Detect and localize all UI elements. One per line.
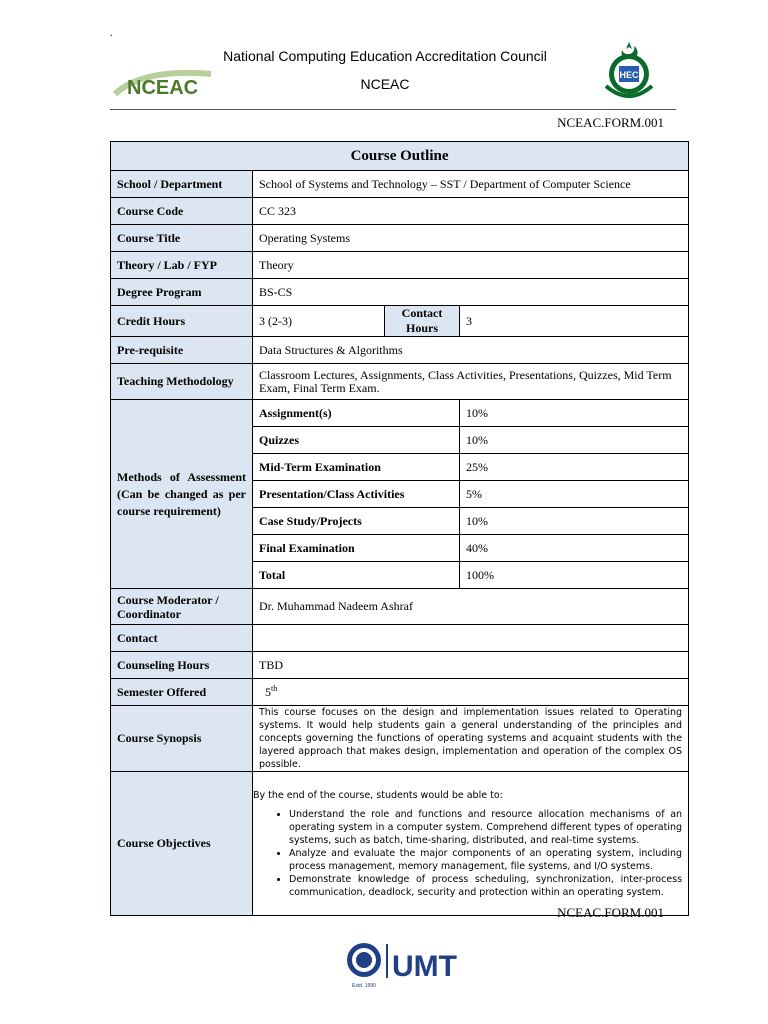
assessment-item-weight: 5% [460, 481, 689, 508]
assessment-item-name: Mid-Term Examination [253, 454, 460, 481]
prerequisite-value: Data Structures & Algorithms [253, 337, 689, 364]
assessment-item-name: Quizzes [253, 427, 460, 454]
school-department-value: School of Systems and Technology – SST / Department of Computer Science [253, 171, 689, 198]
assessment-item-weight: 25% [460, 454, 689, 481]
semester-offered-suffix: th [271, 684, 278, 693]
objectives-list [259, 808, 682, 899]
row-label: School / Department [111, 171, 253, 198]
course-objectives-cell [253, 772, 689, 916]
counseling-hours-value: TBD [253, 652, 689, 679]
header-rule [110, 109, 676, 110]
degree-program-value: BS-CS [253, 279, 689, 306]
form-number-top: NCEAC.FORM.001 [557, 115, 664, 130]
row-label: Theory / Lab / FYP [111, 252, 253, 279]
semester-offered-value: 5 [265, 685, 271, 699]
nceac-logo-text: NCEAC [127, 77, 199, 99]
contact-hours-label: Contact Hours [385, 306, 460, 337]
hec-emblem-text: HEC [619, 70, 639, 80]
council-name: National Computing Education Accreditation Council [223, 48, 547, 64]
assessment-item-name: Final Examination [253, 535, 460, 562]
moderator-label: Course Moderator / Coordinator [111, 589, 253, 625]
course-objectives-label: Course Objectives [111, 772, 253, 916]
umt-logo [344, 940, 468, 990]
assessment-item-weight: 10% [460, 400, 689, 427]
assessment-item-name: Case Study/Projects [253, 508, 460, 535]
teaching-methodology-value: Classroom Lectures, Assignments, Class Activities, Presentations, Quizzes, Mid Term Exam, Final Term Exam. [253, 364, 689, 400]
objective-item: • Demonstrate knowledge of process scheduling, synchronization, inter-process communication, deadlock, security and protection within an operating system. [289, 873, 682, 899]
assessment-item-weight: 40% [460, 535, 689, 562]
umt-established: Estd. 1990 [352, 983, 376, 989]
assessment-total-weight: 100% [460, 562, 689, 589]
assessment-item-name: Presentation/Class Activities [253, 481, 460, 508]
course-synopsis-label: Course Synopsis [111, 706, 253, 772]
prerequisite-label: Pre-requisite [111, 337, 253, 364]
theory-lab-value: Theory [253, 252, 689, 279]
stray-dot: . [110, 28, 113, 39]
counseling-hours-label: Counseling Hours [111, 652, 253, 679]
teaching-methodology-label: Teaching Methodology [111, 364, 253, 400]
umt-logo-text: UMT [392, 950, 457, 983]
row-label: Course Title [111, 225, 253, 252]
course-outline-title: Course Outline [111, 142, 689, 171]
course-title-value: Operating Systems [253, 225, 689, 252]
contact-hours-value: 3 [460, 306, 689, 337]
assessment-item-weight: 10% [460, 508, 689, 535]
contact-value [253, 625, 689, 652]
row-label: Degree Program [111, 279, 253, 306]
row-label: Course Code [111, 198, 253, 225]
credit-hours-value: 3 (2-3) [253, 306, 385, 337]
course-code-value: CC 323 [253, 198, 689, 225]
assessment-total-name: Total [253, 562, 460, 589]
assessment-label: Methods of Assessment (Can be changed as per course requirement) [111, 400, 253, 589]
form-number-bottom: NCEAC.FORM.001 [557, 905, 664, 920]
contact-label: Contact [111, 625, 253, 652]
objective-item: • Understand the role and functions and resource allocation mechanisms of an operating system in a computer system. Comprehend different types of operating systems, such as batch, time-sharing, distributed, and real-time systems. [289, 808, 682, 847]
assessment-item-weight: 10% [460, 427, 689, 454]
moderator-value: Dr. Muhammad Nadeem Ashraf [253, 589, 689, 625]
objectives-intro: By the end of the course, students would be able to: [253, 789, 503, 801]
credit-hours-label: Credit Hours [111, 306, 253, 337]
council-abbreviation: NCEAC [360, 76, 410, 92]
semester-offered-label: Semester Offered [111, 679, 253, 706]
course-synopsis-value: This course focuses on the design and implementation issues related to Operating systems. It would help students gain a general understanding of the principles and concepts governing the functions of operating systems and acquaint students with the layered approach that makes design, implementation and operation of the complex OS possible. [253, 706, 689, 772]
objective-item: • Analyze and evaluate the major components of an operating system, including process management, memory management, file systems, and I/O systems. [289, 847, 682, 873]
semester-offered-cell [253, 679, 689, 706]
course-outline-table [110, 141, 689, 916]
assessment-item-name: Assignment(s) [253, 400, 460, 427]
hec-emblem [598, 40, 660, 106]
